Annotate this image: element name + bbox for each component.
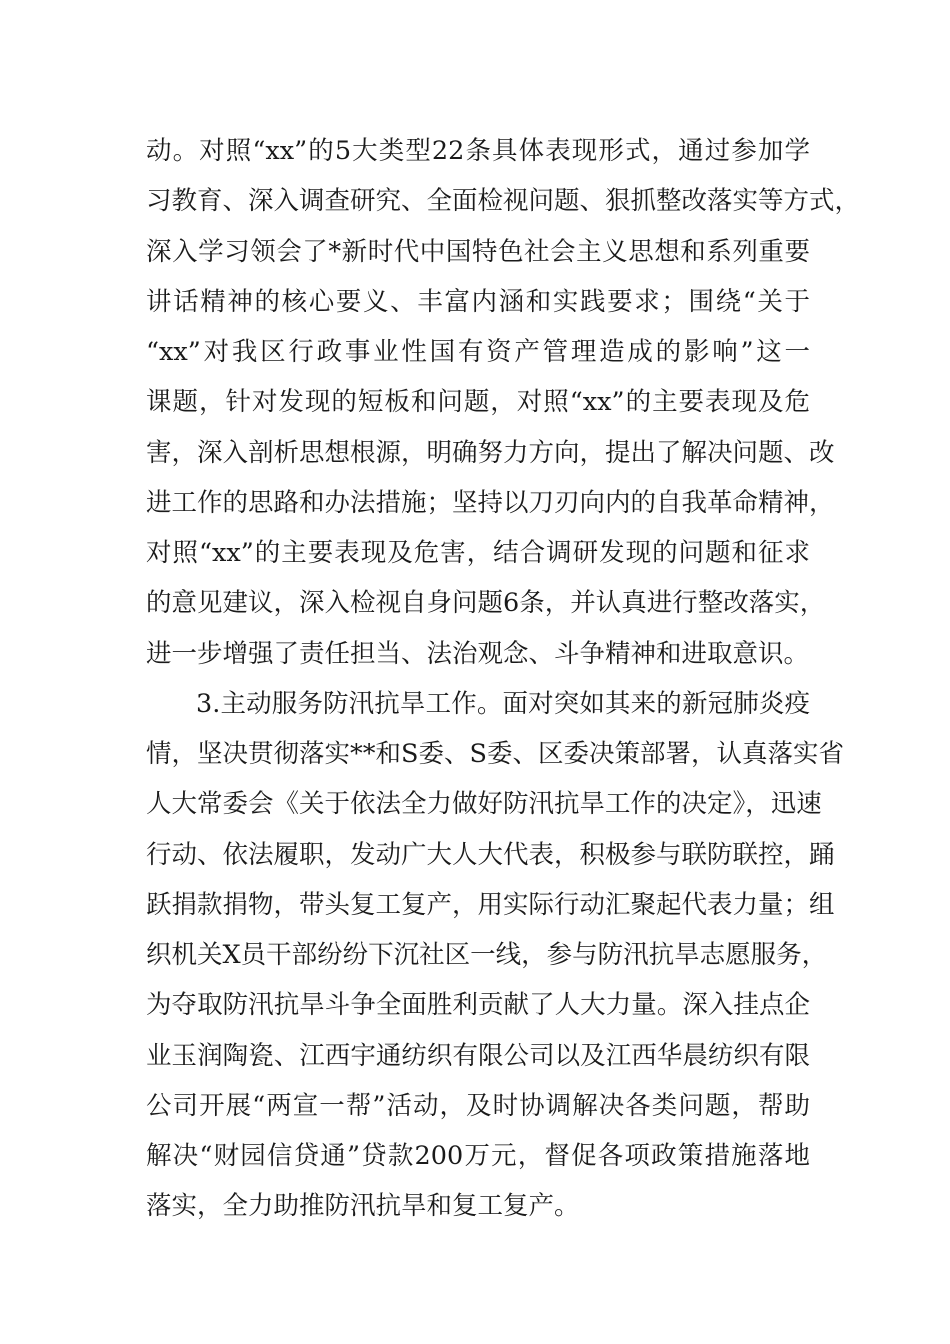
text-line: 织机关X员干部纷纷下沉社区一线，参与防汛抗旱志愿服务， [146, 940, 828, 970]
text-line: 人大常委会《关于依法全力做好防汛抗旱工作的决定》，迅速 [146, 789, 822, 820]
text-line: 对照“xx”的主要表现及危害，结合调研发现的问题和征求 [146, 538, 810, 568]
text-line: 落实，全力助推防汛抗旱和复工复产。 [146, 1191, 580, 1222]
text-line: 害，深入剖析思想根源，明确努力方向，提出了解决问题、改 [146, 437, 835, 468]
text-line: 情，坚决贯彻落实**和S委、S委、区委决策部署，认真落实省 [146, 739, 844, 769]
text-line: “xx”对我区行政事业性国有资产管理造成的影响”这一 [146, 337, 810, 367]
text-line: 讲话精神的核心要义、丰富内涵和实践要求；围绕“关于 [146, 286, 810, 317]
text-line: 深入学习领会了*新时代中国特色社会主义思想和系列重要 [146, 236, 810, 267]
text-line: 习教育、深入调查研究、全面检视问题、狠抓整改落实等方式， [146, 186, 861, 217]
text-line: 3.主动服务防汛抗旱工作。面对突如其来的新冠肺炎疫 [196, 688, 810, 719]
text-line: 进工作的思路和办法措施；坚持以刀刃向内的自我革命精神， [146, 487, 835, 518]
text-line: 业玉润陶瓷、江西宇通纺织有限公司以及江西华晨纺织有限 [146, 1040, 810, 1071]
text-line: 行动、依法履职，发动广大人大代表，积极参与联防联控，踊 [146, 839, 835, 870]
text-line: 动。对照“xx”的5大类型22条具体表现形式，通过参加学 [146, 136, 810, 166]
text-line: 的意见建议，深入检视自身问题6条，并认真进行整改落实， [146, 588, 826, 619]
text-line: 课题，针对发现的短板和问题，对照“xx”的主要表现及危 [146, 387, 810, 418]
text-line: 跃捐款捐物，带头复工复产，用实际行动汇聚起代表力量；组 [146, 889, 835, 920]
text-line: 公司开展“两宣一帮”活动，及时协调解决各类问题，帮助 [146, 1090, 810, 1121]
text-line: 进一步增强了责任担当、法治观念、斗争精神和进取意识。 [146, 638, 810, 669]
text-line: 为夺取防汛抗旱斗争全面胜利贡献了人大力量。深入挂点企 [146, 990, 810, 1021]
text-line: 解决“财园信贷通”贷款200万元，督促各项政策措施落地 [146, 1141, 810, 1171]
body-text [146, 126, 861, 1232]
